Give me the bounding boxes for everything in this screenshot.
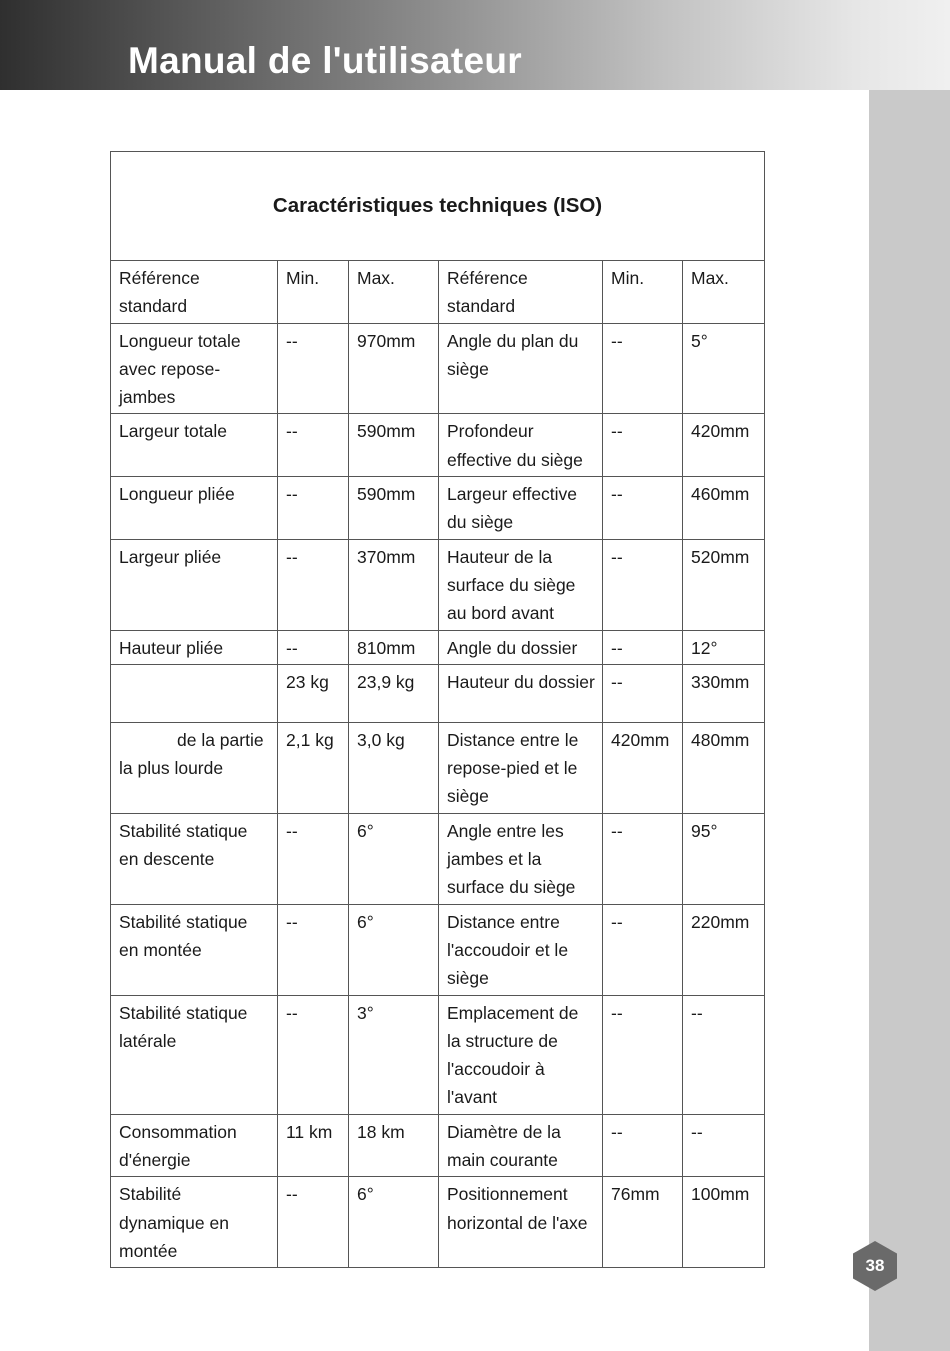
table-row (111, 995, 765, 1114)
table-cell: Hauteur pliée (111, 630, 278, 664)
table-cell: 220mm (683, 904, 765, 995)
table-row (111, 1177, 765, 1268)
table-cell: -- (603, 995, 683, 1114)
table-cell: -- (278, 539, 349, 630)
header-cell: Min. (603, 261, 683, 324)
page-number-badge (852, 1241, 898, 1291)
table-cell: Positionnement horizontal de l'axe (439, 1177, 603, 1268)
table-cell: Distance entre le repose-pied et le siège (439, 722, 603, 813)
header-cell: Max. (683, 261, 765, 324)
table-cell: 11 km (278, 1114, 349, 1177)
table-cell: -- (603, 813, 683, 904)
table-cell: 3° (349, 995, 439, 1114)
page-number: 38 (865, 1256, 885, 1275)
table-cell: Emplacement de la structure de l'accoudoir à l'avant (439, 995, 603, 1114)
table-row (111, 477, 765, 540)
table-cell: Consommation d'énergie (111, 1114, 278, 1177)
table-cell: 420mm (603, 722, 683, 813)
table-cell: 76mm (603, 1177, 683, 1268)
header-cell: Max. (349, 261, 439, 324)
table-cell: 420mm (683, 414, 765, 477)
table-cell: 23 kg (278, 664, 349, 722)
table-cell: 590mm (349, 477, 439, 540)
table-cell: -- (603, 1114, 683, 1177)
page-header-title: Manual de l'utilisateur (128, 40, 522, 81)
table-cell: -- (278, 813, 349, 904)
header-cell: Min. (278, 261, 349, 324)
table-cell: 460mm (683, 477, 765, 540)
table-row (111, 664, 765, 722)
side-margin-bar (869, 90, 950, 1351)
table-cell: -- (278, 1177, 349, 1268)
table-cell: 330mm (683, 664, 765, 722)
table-cell: 95° (683, 813, 765, 904)
table-cell: -- (278, 995, 349, 1114)
table-cell: Largeur effective du siège (439, 477, 603, 540)
table-row (111, 813, 765, 904)
table-row (111, 1114, 765, 1177)
table-cell: -- (603, 414, 683, 477)
table-title: Caractéristiques techniques (ISO) (111, 152, 765, 261)
table-row (111, 414, 765, 477)
table-cell: -- (603, 323, 683, 414)
table-title-row (111, 152, 765, 261)
table-cell: Distance entre l'accoudoir et le siège (439, 904, 603, 995)
table-row (111, 722, 765, 813)
table-cell: Stabilité statique en descente (111, 813, 278, 904)
table-cell: Longueur pliée (111, 477, 278, 540)
table-cell: 23,9 kg (349, 664, 439, 722)
table-cell: 6° (349, 1177, 439, 1268)
table-cell: Hauteur de la surface du siège au bord avant (439, 539, 603, 630)
header-cell: Référence standard (111, 261, 278, 324)
table-cell (111, 664, 278, 722)
table-cell: -- (683, 995, 765, 1114)
table-cell: -- (603, 664, 683, 722)
table-cell: -- (278, 323, 349, 414)
table-cell: -- (603, 630, 683, 664)
table-row (111, 904, 765, 995)
table-cell: 2,1 kg (278, 722, 349, 813)
table-cell: Largeur pliée (111, 539, 278, 630)
table-cell: -- (603, 904, 683, 995)
table-cell: 6° (349, 813, 439, 904)
table-cell: 6° (349, 904, 439, 995)
table-cell: 370mm (349, 539, 439, 630)
table-row (111, 539, 765, 630)
table-cell: 5° (683, 323, 765, 414)
table-cell: Diamètre de la main courante (439, 1114, 603, 1177)
table-cell: -- (603, 477, 683, 540)
table-cell: 970mm (349, 323, 439, 414)
table-cell: Stabilité statique latérale (111, 995, 278, 1114)
spec-table (110, 151, 765, 1268)
table-cell: 520mm (683, 539, 765, 630)
table-row (111, 630, 765, 664)
table-cell: 3,0 kg (349, 722, 439, 813)
table-cell: -- (278, 414, 349, 477)
table-cell: 480mm (683, 722, 765, 813)
table-cell: Stabilité dynamique en montée (111, 1177, 278, 1268)
table-cell: Longueur totale avec repose-jambes (111, 323, 278, 414)
table-row (111, 323, 765, 414)
table-header-row (111, 261, 765, 324)
table-cell: Angle entre les jambes et la surface du siège (439, 813, 603, 904)
table-cell: -- (278, 477, 349, 540)
table-cell: 100mm (683, 1177, 765, 1268)
table-cell: 810mm (349, 630, 439, 664)
table-cell: de la partie la plus lourde (111, 722, 278, 813)
table-cell: Largeur totale (111, 414, 278, 477)
table-cell: -- (278, 904, 349, 995)
table-cell: Angle du dossier (439, 630, 603, 664)
table-cell: -- (603, 539, 683, 630)
table-cell: 18 km (349, 1114, 439, 1177)
table-cell: 590mm (349, 414, 439, 477)
table-cell: -- (683, 1114, 765, 1177)
table-cell: -- (278, 630, 349, 664)
table-cell: Angle du plan du siège (439, 323, 603, 414)
table-cell: 12° (683, 630, 765, 664)
header-cell: Référence standard (439, 261, 603, 324)
table-cell: Profondeur effective du siège (439, 414, 603, 477)
table-cell: Hauteur du dossier (439, 664, 603, 722)
table-cell: Stabilité statique en montée (111, 904, 278, 995)
